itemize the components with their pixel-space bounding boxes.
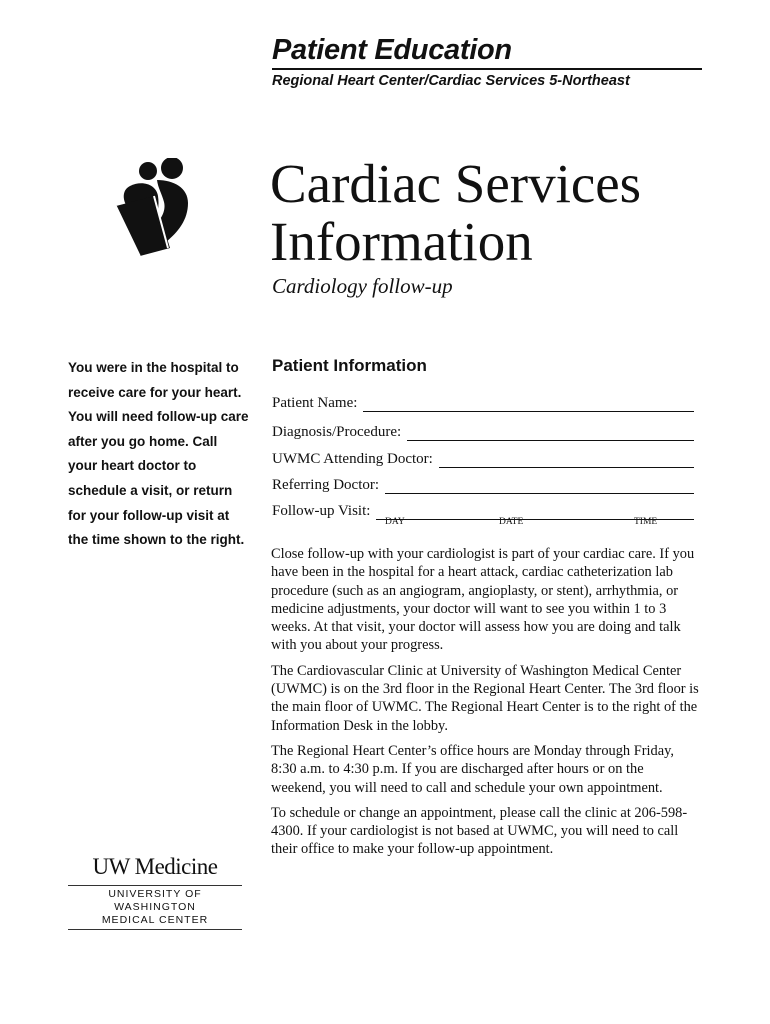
diagnosis-line[interactable] (407, 426, 694, 441)
body-text (271, 545, 699, 866)
header-subtitle: Regional Heart Center/Cardiac Services 5-Northeast (272, 73, 630, 89)
two-people-reading-icon (112, 158, 198, 258)
followup-time-label: TIME (634, 517, 658, 527)
followup-sublabels (272, 517, 694, 529)
attending-doctor-field[interactable] (272, 446, 694, 468)
patient-info-heading: Patient Information (272, 356, 427, 375)
patient-name-line[interactable] (363, 397, 694, 412)
body-paragraph: The Regional Heart Center’s office hours are Monday through Friday, 8:30 a.m. to 4:30 p.m. If you are discharged after hours or on the weekend, you will need to call and schedule your own appointment. (271, 742, 674, 796)
document-subtitle: Cardiology follow-up (272, 274, 453, 298)
field-label: Referring Doctor: (272, 477, 380, 493)
body-paragraph: Close follow-up with your cardiologist is part of your cardiac care. If you have been in the hospital for a heart attack, cardiac catheterization lab procedure (such as an angiogram, angioplasty, or stent), arrhythmia, or medicine adjustments, your doctor will want to see you within 1 to 3 weeks. At that visit, your doctor will assess how you are doing and talk with you about your progress. (271, 546, 695, 654)
followup-date-label: DATE (499, 517, 524, 527)
logo-divider (68, 885, 242, 886)
diagnosis-field[interactable] (272, 419, 694, 441)
field-label: UWMC Attending Doctor: (272, 451, 433, 467)
referring-doctor-field[interactable] (272, 472, 694, 494)
document-title-line1: Cardiac Services (270, 153, 642, 214)
logo-divider (68, 929, 242, 930)
attending-doctor-line[interactable] (439, 453, 694, 468)
header-divider (272, 68, 702, 70)
body-paragraph: The Cardiovascular Clinic at University of Washington Medical Center (UWMC) is on the 3rd floor in the Regional Heart Center. The 3rd floor is the main floor of UWMC. The Regional Heart Center is to the right of the Information Desk in the lobby. (271, 662, 699, 734)
uw-medicine-name: UW Medicine (92, 854, 218, 879)
uw-logo-line1: UNIVERSITY OF WASHINGTON (108, 888, 202, 913)
referring-doctor-line[interactable] (385, 479, 694, 494)
document-title-line2: Information (270, 211, 533, 272)
sidebar-note: You were in the hospital to receive care for your heart. You will need follow-up care after you go home. Call your heart doctor to schedule a visit, or return for your follow-up visit at the time shown to the right. (68, 360, 249, 548)
field-label: Patient Name: (272, 395, 358, 411)
document-title (270, 155, 740, 271)
body-paragraph: To schedule or change an appointment, please call the clinic at 206-598-4300. If your cardiologist is not based at UWMC, you will need to call their office to make your follow-up appointment. (271, 804, 688, 858)
field-label: Follow-up Visit: (272, 503, 371, 519)
patient-name-field[interactable] (272, 390, 694, 412)
header-title: Patient Education (272, 34, 512, 66)
followup-day-label: DAY (385, 517, 405, 527)
uw-medicine-logo (68, 854, 242, 930)
uw-logo-line2: MEDICAL CENTER (101, 914, 209, 926)
field-label: Diagnosis/Procedure: (272, 424, 402, 440)
